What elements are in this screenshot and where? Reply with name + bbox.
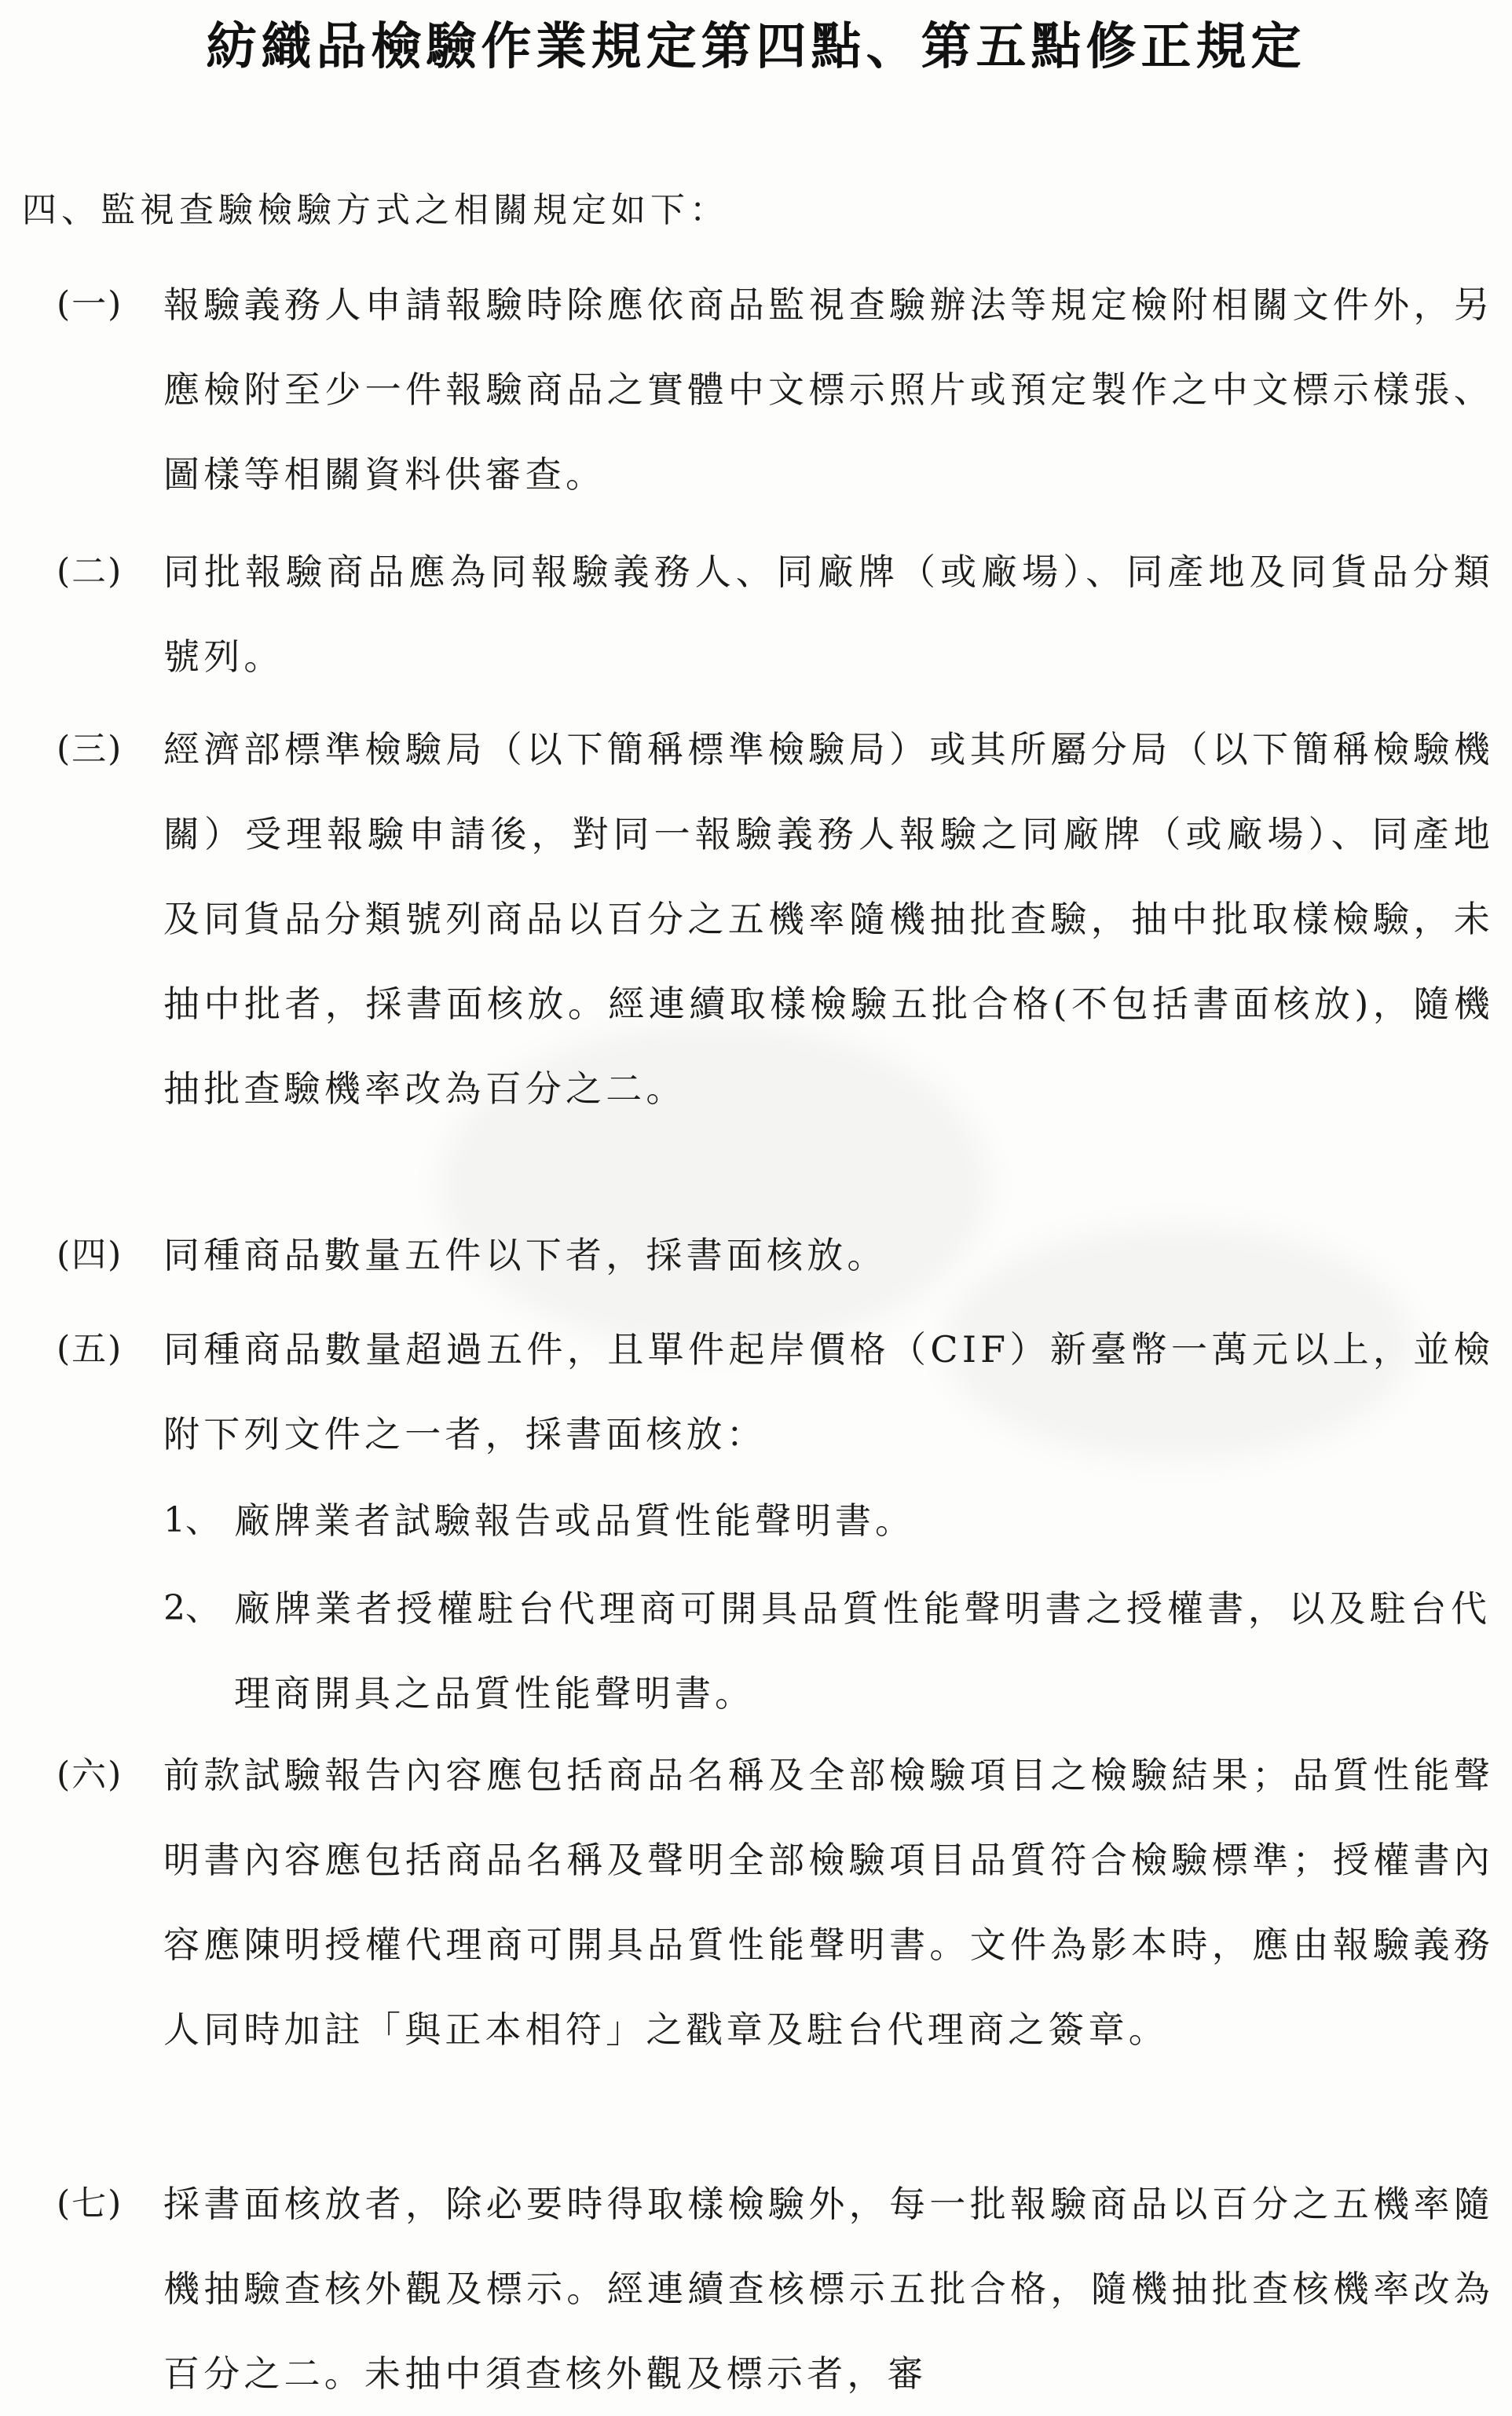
subclause-number: 2、 — [163, 1588, 220, 1628]
clause-text: 前款試驗報告內容應包括商品名稱及全部檢驗項目之檢驗結果；品質性能聲明書內容應包括商品名稱及聲明全部檢驗項目品質符合檢驗標準；授權書內容應陳明授權代理商可開具品質性能聲明書。文件為影本時，應由報驗義務人同時加註「與正本相符」之戳章及駐台代理商之簽章。 — [163, 1754, 1494, 2051]
section-heading: 四、監視查驗檢驗方式之相關規定如下： — [22, 190, 729, 230]
clause-number: (三) — [57, 729, 123, 769]
clause-6 — [57, 1752, 1494, 2072]
document-title: 紡織品檢驗作業規定第四點、第五點修正規定 — [206, 18, 1306, 76]
clause-1 — [57, 281, 1494, 517]
subclause-2 — [163, 1585, 1491, 1736]
clause-3 — [57, 726, 1494, 1131]
subclause-1 — [163, 1497, 1491, 1563]
clause-5 — [57, 1326, 1494, 1477]
clause-text: 同種商品數量超過五件，且單件起岸價格（CIF）新臺幣一萬元以上，並檢附下列文件之一者，採書面核放： — [163, 1328, 1494, 1455]
clause-text: 採書面核放者，除必要時得取樣檢驗外，每一批報驗商品以百分之五機率隨機抽驗查核外觀及標示。經連續查核標示五批合格，隨機抽批查核機率改為百分之二。未抽中須查核外觀及標示者，審 — [163, 2183, 1494, 2395]
clause-2 — [57, 548, 1494, 699]
clause-7 — [57, 2180, 1494, 2416]
clause-number: (一) — [57, 284, 123, 324]
clause-number: (六) — [57, 1755, 123, 1795]
clause-number: (七) — [57, 2184, 123, 2224]
clause-text: 經濟部標準檢驗局（以下簡稱標準檢驗局）或其所屬分局（以下簡稱檢驗機關）受理報驗申請後，對同一報驗義務人報驗之同廠牌（或廠場）、同產地及同貨品分類號列商品以百分之五機率隨機抽批查驗，抽中批取樣檢驗，未抽中批者，採書面核放。經連續取樣檢驗五批合格(不包括書面核放)，隨機抽批查驗機率改為百分之二。 — [163, 728, 1494, 1110]
subclause-text: 廠牌業者授權駐台代理商可開具品質性能聲明書之授權書，以及駐台代理商開具之品質性能聲明書。 — [234, 1587, 1491, 1715]
clause-text: 同種商品數量五件以下者，採書面核放。 — [163, 1234, 888, 1276]
clause-number: (二) — [57, 551, 123, 591]
clause-number: (五) — [57, 1329, 123, 1369]
clause-text: 同批報驗商品應為同報驗義務人、同廠牌（或廠場）、同產地及同貨品分類號列。 — [163, 551, 1494, 678]
subclause-number: 1、 — [163, 1500, 220, 1540]
clause-number: (四) — [57, 1235, 123, 1275]
clause-4 — [57, 1232, 1494, 1298]
subclause-text: 廠牌業者試驗報告或品質性能聲明書。 — [234, 1499, 915, 1542]
clause-text: 報驗義務人申請報驗時除應依商品監視查驗辦法等規定檢附相關文件外，另應檢附至少一件報驗商品之實體中文標示照片或預定製作之中文標示樣張、圖樣等相關資料供審查。 — [163, 284, 1494, 496]
